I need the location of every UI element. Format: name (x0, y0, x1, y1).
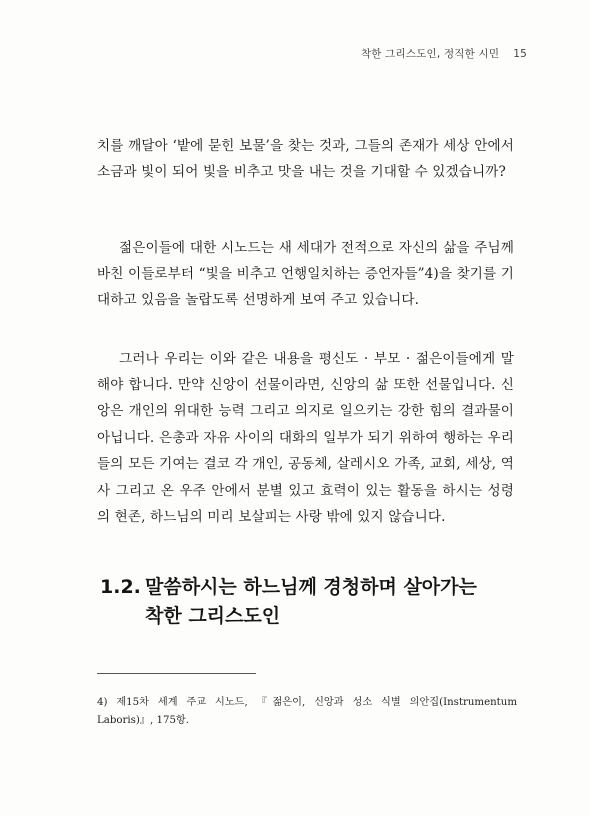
section-title-line-1: 말씀하시는 하느님께 경청하며 살아가는 (145, 576, 477, 598)
footnote-rule (97, 673, 256, 674)
running-head-title: 착한 그리스도인, 정직한 시민 (360, 48, 500, 60)
section-heading (100, 573, 520, 631)
paragraph-3: 그러나 우리는 이와 같은 내용을 평신도 · 부모 · 젊은이들에게 말해야 합니다. 만약 신앙이 선물이라면, 신앙의 삶 또한 선물입니다. 신앙은 개인의 위대한 능력 그리고 의지로 일으키는 강한 힘의 결과물이 아닙니다. 은총과 자유 사이의 대화의 일부가 되기 위하여 행하는 우리들의 모든 기여는 결코 각 개인, 공동체, 살레시오 가족, 교회, 세상, 역사 그리고 온 우주 안에서 분별 있고 효력이 있는 활동을 하시는 성령의 현존, 하느님의 미리 보살피는 사랑 밖에 있지 않습니다. (97, 350, 514, 526)
section-title-line-2: 착한 그리스도인 (145, 605, 281, 627)
page-number: 15 (513, 48, 527, 60)
running-head (361, 46, 527, 61)
section-number: 1.2. (100, 576, 141, 598)
footnote: 4) 제15차 세계 주교 시노드, 『젊은이, 신앙과 성소 식별 의안집(Instrumentum Laboris)』, 175항. (97, 697, 517, 726)
paragraph-1: 치를 깨달아 ‘밭에 묻힌 보물’을 찾는 것과, 그들의 존재가 세상 안에서 소금과 빛이 되어 빛을 비추고 맛을 내는 것을 기대할 수 있겠습니까? (97, 137, 514, 180)
paragraph-2: 젊은이들에 대한 시노드는 새 세대가 전적으로 자신의 삶을 주님께 바친 이들로부터 “빛을 비추고 언행일치하는 증언자들”4)을 찾기를 기대하고 있음을 놀랍도록 선명하게 보여 주고 있습니다. (97, 239, 514, 309)
